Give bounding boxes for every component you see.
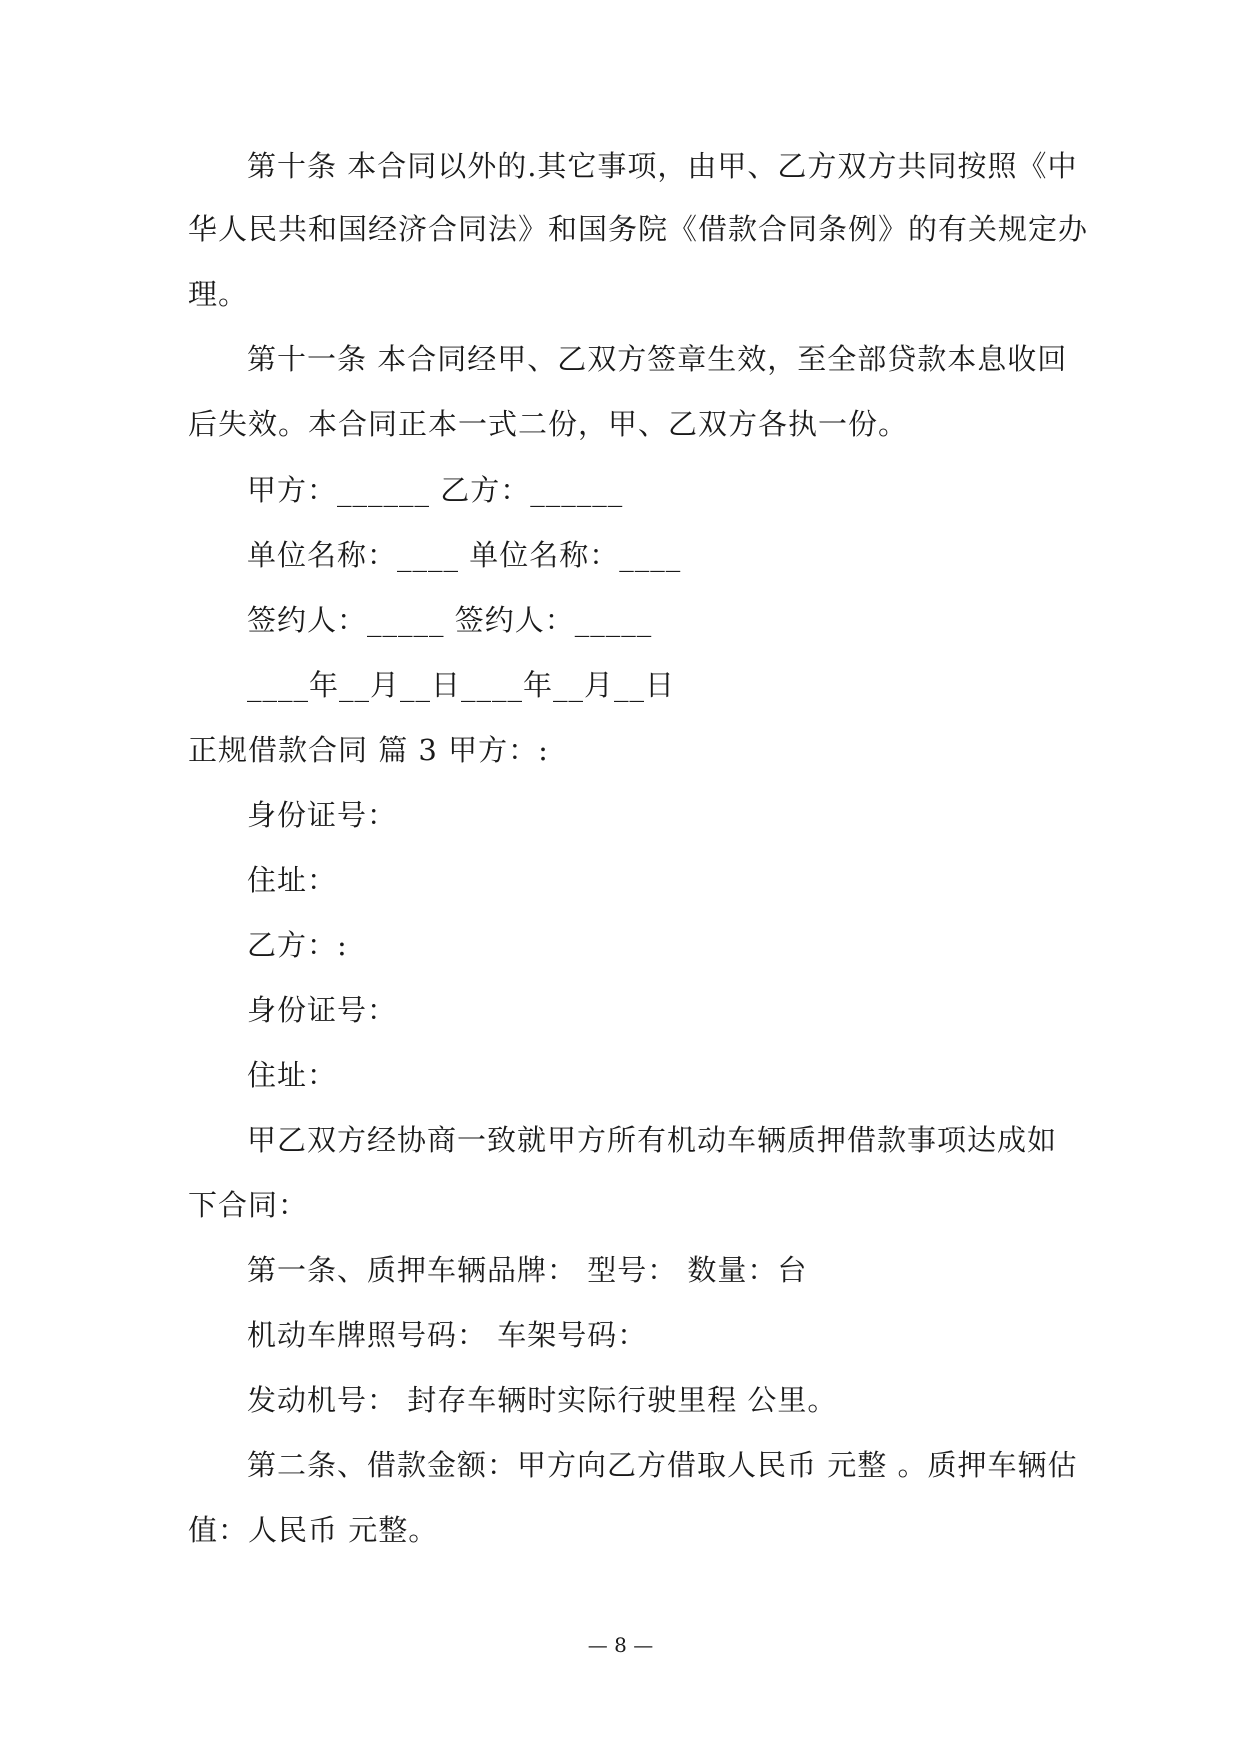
signature-date-line: ____年__月__日____年__月__日 (247, 668, 676, 702)
signature-signer-line: 签约人：_____ 签约人：_____ (247, 603, 653, 637)
article-10-line-3: 理。 (188, 277, 249, 311)
article-2-line-2: 值：人民币 元整。 (188, 1513, 439, 1547)
article-11-line-2: 后失效。本合同正本一式二份，甲、乙双方各执一份。 (188, 407, 909, 441)
article-2-line-1: 第二条、借款金额：甲方向乙方借取人民币 元整 。质押车辆估 (247, 1448, 1078, 1482)
article-10-line-1: 第十条 本合同以外的.其它事项，由甲、乙方双方共同按照《中 (247, 149, 1078, 183)
article-1-line-2: 机动车牌照号码： 车架号码： (247, 1318, 648, 1352)
article-1-line-1: 第一条、质押车辆品牌： 型号： 数量：台 (247, 1253, 808, 1287)
party-a-address-line: 住址： (247, 863, 338, 897)
article-11-line-1: 第十一条 本合同经甲、乙双方签章生效，至全部贷款本息收回 (247, 342, 1068, 376)
signature-unit-line: 单位名称：____ 单位名称：____ (247, 538, 682, 572)
preamble-line-1: 甲乙双方经协商一致就甲方所有机动车辆质押借款事项达成如 (247, 1123, 1058, 1157)
party-b-address-line: 住址： (247, 1058, 338, 1092)
article-10-line-2: 华人民共和国经济合同法》和国务院《借款合同条例》的有关规定办 (188, 212, 1089, 246)
page-number: — 8 — (587, 1633, 654, 1657)
article-1-line-3: 发动机号： 封存车辆时实际行驶里程 公里。 (247, 1383, 838, 1417)
party-b-id-line: 身份证号： (247, 993, 398, 1027)
preamble-line-2: 下合同： (188, 1188, 309, 1222)
contract-3-heading: 正规借款合同 篇 3 甲方：: (188, 733, 549, 767)
party-a-id-line: 身份证号： (247, 798, 398, 832)
signature-party-line: 甲方：______ 乙方：______ (247, 473, 624, 507)
party-b-line: 乙方：: (247, 928, 348, 962)
